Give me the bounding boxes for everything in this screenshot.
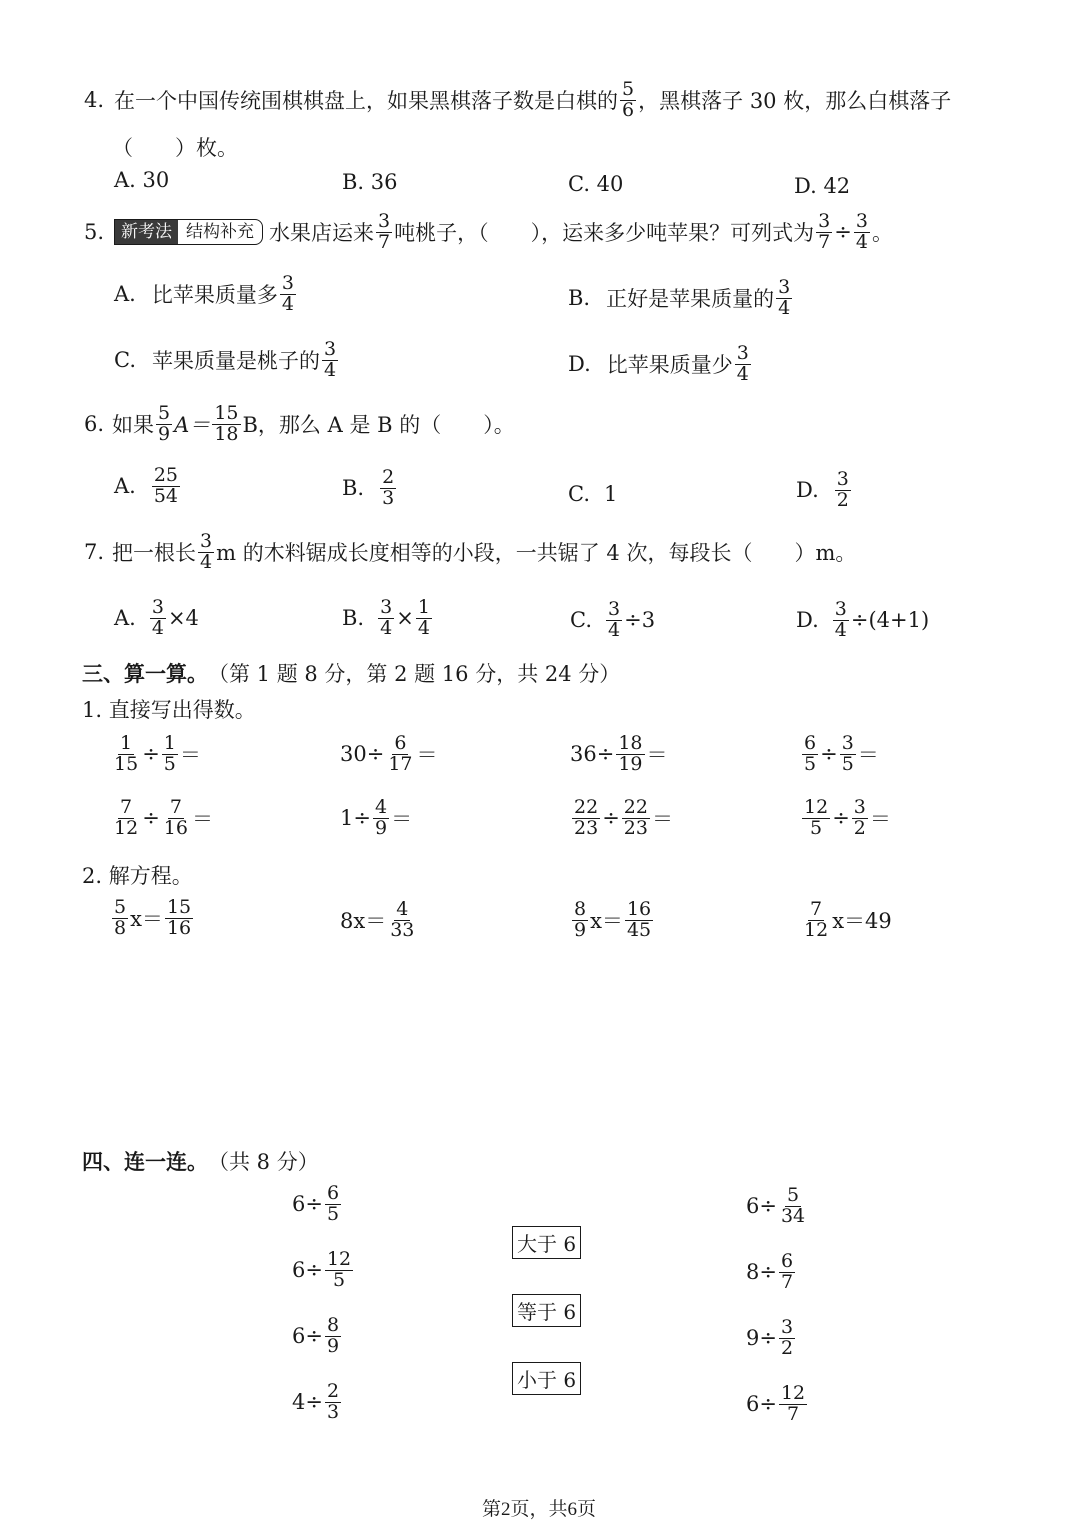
left-expr-3: 6÷ $\frac{8}{9}$ [292, 1314, 340, 1357]
section4-title: 四、连一连。 [82, 1149, 208, 1174]
q5-number: 5. [84, 220, 105, 245]
q5-option-c: C. 苹果质量是桃子的 $\frac{3}{4}$ [114, 338, 337, 381]
equation-1: $\frac{5}{8}$ x＝ $\frac{15}{16}$ [114, 896, 192, 939]
box-greater-than-6: 大于 6 [512, 1226, 581, 1259]
calc-1-4: $\frac{6}{5}$ ÷ $\frac{3}{5}$ ＝ [804, 732, 879, 775]
calc-2-2: 1÷ $\frac{4}{9}$ ＝ [340, 796, 413, 839]
q5-option-a: A. 比苹果质量多 $\frac{3}{4}$ [114, 272, 294, 315]
section3-title: 三、算一算。 [82, 661, 208, 686]
section4-note: （共 8 分） [208, 1150, 319, 1174]
equation-4: $\frac{7}{12}$ x＝49 [804, 898, 892, 941]
q4-fraction: $\frac{5}{6}$ [622, 78, 635, 121]
q5-option-d: D. 比苹果质量少 $\frac{3}{4}$ [568, 342, 749, 385]
left-expr-4: 4÷ $\frac{2}{3}$ [292, 1380, 340, 1423]
q7-option-a: A. $\frac{3}{4}$ ×4 [114, 596, 199, 639]
q4-option-d: D. 42 [794, 174, 851, 198]
calc-2-4: $\frac{12}{5}$ ÷ $\frac{3}{2}$ ＝ [804, 796, 891, 839]
q7-option-d: D. $\frac{3}{4}$ ÷(4+1) [796, 598, 930, 641]
q4-line2 [112, 132, 238, 162]
q4-number: 4. [84, 88, 105, 113]
q6-option-a: A. $\frac{25}{54}$ [114, 464, 179, 507]
q6-fraction-2: $\frac{15}{18}$ [214, 402, 239, 445]
box-less-than-6: 小于 6 [512, 1362, 581, 1395]
section3-note: （第 1 题 8 分，第 2 题 16 分，共 24 分） [208, 662, 621, 686]
section3-sub2: 2. 解方程。 [82, 864, 193, 888]
left-expr-1: 6÷ $\frac{6}{5}$ [292, 1182, 340, 1225]
q6-fraction-1: $\frac{5}{9}$ [158, 402, 171, 445]
equation-3: $\frac{8}{9}$ x＝ $\frac{16}{45}$ [574, 898, 652, 941]
q4-option-c: C. 40 [568, 172, 624, 196]
q5-text-a: 水果店运来 [269, 221, 375, 246]
section4-heading [82, 1146, 319, 1176]
q5-fraction-2: $\frac{3}{7}$ [818, 210, 831, 253]
q5-text-b: 吨桃子，（ ），运来多少吨苹果？可列式为 [394, 221, 815, 246]
q5-fraction-1: $\frac{3}{7}$ [378, 210, 391, 253]
q4-option-b: B. 36 [342, 170, 398, 194]
right-expr-4: 6÷ $\frac{12}{7}$ [746, 1382, 806, 1425]
q4-text-a: 在一个中国传统围棋棋盘上，如果黑棋落子数是白棋的 [114, 89, 619, 114]
q4-text-b: ，黑棋落子 30 枚，那么白棋落子 [638, 89, 952, 114]
q5-divide: ÷ [834, 220, 852, 245]
q6-option-d: D. $\frac{3}{2}$ [796, 468, 849, 511]
page-footer: 第2页，共6页 [482, 1499, 597, 1520]
section3-heading [82, 658, 620, 688]
q6-number: 6. [84, 412, 105, 437]
q5-option-b: B. 正好是苹果质量的 $\frac{3}{4}$ [568, 276, 791, 319]
q6-option-c: C. 1 [568, 482, 618, 506]
left-expr-2: 6÷ $\frac{12}{5}$ [292, 1248, 352, 1291]
calc-2-1: $\frac{7}{12}$ ÷ $\frac{7}{16}$ ＝ [114, 796, 213, 839]
q6-line: 6. 如果 $\frac{5}{9}$ A＝ $\frac{15}{18}$ B，那么 A 是 B 的（ ）。 [84, 402, 515, 445]
q5-end: 。 [871, 221, 893, 246]
right-expr-3: 9÷ $\frac{3}{2}$ [746, 1316, 794, 1359]
calc-2-3: $\frac{22}{23}$ ÷ $\frac{22}{23}$ ＝ [574, 796, 673, 839]
section3-sub1: 1. 直接写出得数。 [82, 698, 256, 722]
q5-tag: 新考法 结构补充 [114, 219, 263, 245]
right-expr-2: 8÷ $\frac{6}{7}$ [746, 1250, 794, 1293]
box-equal-6: 等于 6 [512, 1294, 581, 1327]
calc-1-2: 30÷ $\frac{6}{17}$ ＝ [340, 732, 438, 775]
q5-fraction-3: $\frac{3}{4}$ [855, 210, 868, 253]
q7-option-b: B. $\frac{3}{4}$ × $\frac{1}{4}$ [342, 596, 430, 639]
q5-line [84, 212, 893, 253]
q4-text-c: （ ）枚。 [112, 136, 238, 160]
right-expr-1: 6÷ $\frac{5}{34}$ [746, 1184, 806, 1227]
q7-option-c: C. $\frac{3}{4}$ ÷3 [570, 598, 656, 641]
equation-2: 8x＝ $\frac{4}{33}$ [340, 898, 415, 941]
q4-option-a: A. 30 [114, 168, 170, 192]
q7-line: 7. 把一根长 $\frac{3}{4}$ m 的木料锯成长度相等的小段，一共锯了 4 次，每段长（ ）m。 [84, 530, 857, 573]
calc-1-1: $\frac{1}{15}$ ÷ $\frac{1}{5}$ ＝ [114, 732, 201, 775]
q4-line1 [84, 80, 951, 121]
q7-fraction: $\frac{3}{4}$ [200, 530, 213, 573]
q6-option-b: B. $\frac{2}{3}$ [342, 466, 395, 509]
calc-1-3: 36÷ $\frac{18}{19}$ ＝ [570, 732, 668, 775]
q7-number: 7. [84, 540, 105, 565]
